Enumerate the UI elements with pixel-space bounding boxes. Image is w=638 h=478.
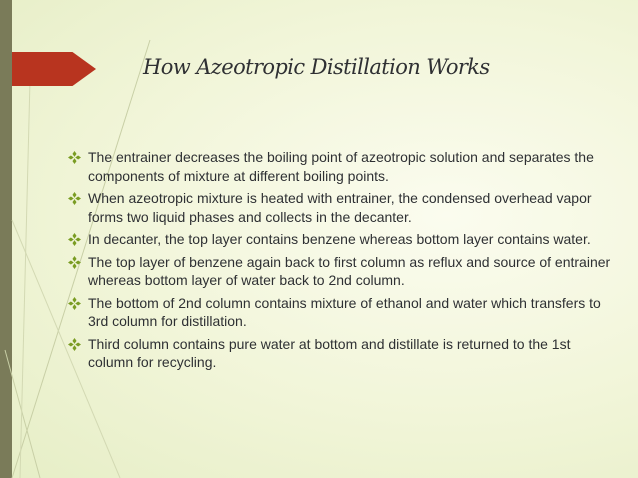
bullet-item [68, 148, 616, 185]
diamond-quad-bullet-icon [68, 297, 81, 310]
bullet-text: When azeotropic mixture is heated with entrainer, the condensed overhead vapor forms two liquid phases and collects in the decanter. [88, 190, 592, 225]
bullet-item [68, 253, 616, 290]
bullet-list [68, 148, 616, 376]
bullet-text: In decanter, the top layer contains benzene whereas bottom layer contains water. [88, 231, 591, 247]
diamond-quad-bullet-icon [68, 338, 81, 351]
bullet-text: The top layer of benzene again back to first column as reflux and source of entrainer whereas bottom layer of water back to 2nd column. [88, 253, 611, 288]
diamond-quad-bullet-icon [68, 192, 81, 205]
bullet-item [68, 189, 616, 226]
bullet-text: The entrainer decreases the boiling point of azeotropic solution and separates the components of mixture at different boiling points. [88, 149, 594, 184]
diamond-quad-bullet-icon [68, 233, 81, 246]
bullet-item [68, 230, 616, 249]
diamond-quad-bullet-icon [68, 151, 81, 164]
bullet-text: The bottom of 2nd column contains mixture of ethanol and water which transfers to 3rd column for distillation. [88, 294, 601, 329]
slide-title: How Azeotropic Distillation Works [143, 55, 490, 79]
bullet-item [68, 335, 616, 372]
bullet-item [68, 294, 616, 331]
diamond-quad-bullet-icon [68, 256, 81, 269]
bullet-text: Third column contains pure water at bottom and distillate is returned to the 1st column for recycling. [88, 335, 571, 370]
